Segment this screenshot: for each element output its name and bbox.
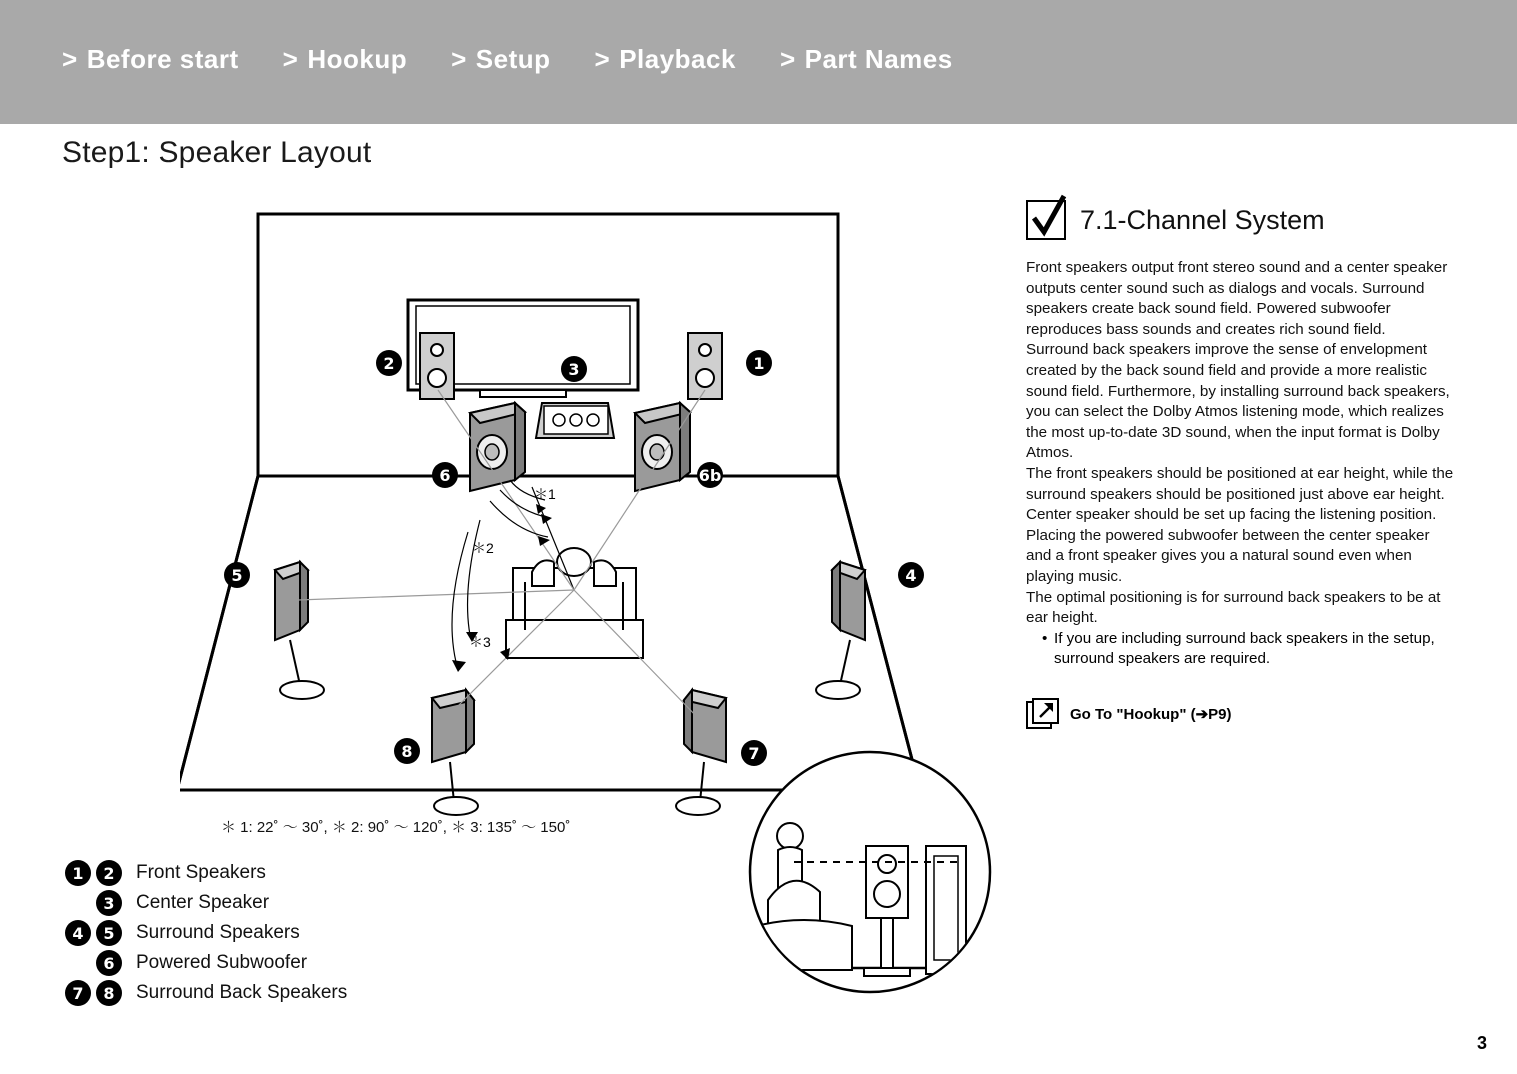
section-body [1026,258,1458,670]
angle-label-2: ＊2 [472,540,494,556]
nav-item-setup[interactable] [451,44,550,75]
callout-4: 4 [898,562,924,588]
legend-badges [60,950,122,976]
legend-label: Powered Subwoofer [136,952,308,973]
callout-7: 7 [741,740,767,766]
legend-label: Front Speakers [136,862,266,883]
legend-row-surround-speakers [60,918,480,948]
nav-item-label: Setup [475,44,551,74]
legend-label: Surround Speakers [136,922,300,943]
chevron-right-icon: > [62,44,78,74]
paragraph-5: The optimal positioning is for surround back speakers to be at ear height. [1026,588,1441,627]
right-info-panel [1026,200,1458,730]
page-title: Step1: Speaker Layout [62,136,372,169]
paragraph-1: Front speakers output front stereo sound and a center speaker outputs center sound such as dialogs and vocals. Surround speakers create back sound field. Powered subwoofer reproduces bass sounds and creates rich sound field. [1026,259,1448,338]
top-navigation-bar [0,0,1517,124]
legend-badges [60,860,122,886]
legend-badges [60,920,122,946]
legend-label: Center Speaker [136,892,270,913]
legend-row-surround-back-speakers [60,978,480,1008]
nav-items [62,44,997,75]
nav-item-label: Hookup [307,44,408,74]
chevron-right-icon: > [451,44,467,74]
callout-2: 2 [376,350,402,376]
callout-6-left: 6 [432,462,458,488]
badge: 2 [96,860,122,886]
section-heading-label: 7.1-Channel System [1080,204,1325,235]
goto-hookup-link[interactable] [1026,698,1458,730]
badge: 4 [65,920,91,946]
legend-row-center-speaker [60,888,480,918]
page-number: 3 [1476,1033,1487,1053]
chevron-right-icon: > [594,44,611,74]
callout-1: 1 [746,350,772,376]
badge: 5 [96,920,122,946]
checkmark-icon [1026,200,1066,240]
callout-8: 8 [394,738,420,764]
callout-5: 5 [224,562,250,588]
legend-badges [60,980,122,1006]
badge: 6 [96,950,122,976]
chevron-right-icon: > [779,44,796,74]
nav-item-before-start[interactable] [62,44,239,75]
paragraph-4: Placing the powered subwoofer between the center speaker and a front speaker gives you a natural sound even when playing music. [1026,526,1430,585]
chevron-right-icon: > [282,44,299,74]
jump-page-icon [1026,698,1060,730]
section-heading [1026,200,1458,240]
paragraph-3: The front speakers should be positioned at ear height, while the surround speakers should be positioned just above ear height. Center speaker should be set up facing the listening position. [1026,464,1454,524]
badge: 8 [96,980,122,1006]
list-item: • If you are including surround back speakers in the setup, surround speakers are required. [1042,629,1458,670]
nav-item-hookup[interactable] [283,44,407,75]
badge: 7 [65,980,91,1006]
badge: 3 [96,890,122,916]
legend-row-front-speakers [60,858,480,888]
goto-hookup-label: Go To "Hookup" (➔P9) [1070,705,1232,723]
paragraph-2: Surround back speakers improve the sense of envelopment created by the back sound field and provide a more realistic sound field. Furthermore, by installing surround back speakers, you can select the Dolby Atmos listening mode, which realizes the most up-to-date 3D sound, when the input format is Dolby Atmos. [1026,341,1450,462]
callout-6-right: 6b [697,462,723,488]
badge: 1 [65,860,91,886]
angle-label-1: ＊1 [534,486,556,502]
angle-ranges-note: ＊ 1: 22˚ ～ 30˚, ＊ 2: 90˚ ～ 120˚, ＊ 3: 135˚ ～ 150˚ [221,819,571,836]
legend-badges [60,890,122,916]
legend [60,858,480,1008]
nav-item-part-names[interactable] [780,44,953,75]
legend-row-powered-subwoofer [60,948,480,978]
nav-item-playback[interactable] [595,44,736,75]
nav-item-label: Part Names [804,44,953,74]
nav-item-label: Playback [619,44,736,74]
ear-height-inset [748,750,992,994]
nav-item-label: Before start [86,44,239,74]
angle-label-3: ＊3 [469,634,491,650]
bullet-list [1026,629,1458,670]
callout-3: 3 [561,356,587,382]
legend-label: Surround Back Speakers [136,982,348,1003]
